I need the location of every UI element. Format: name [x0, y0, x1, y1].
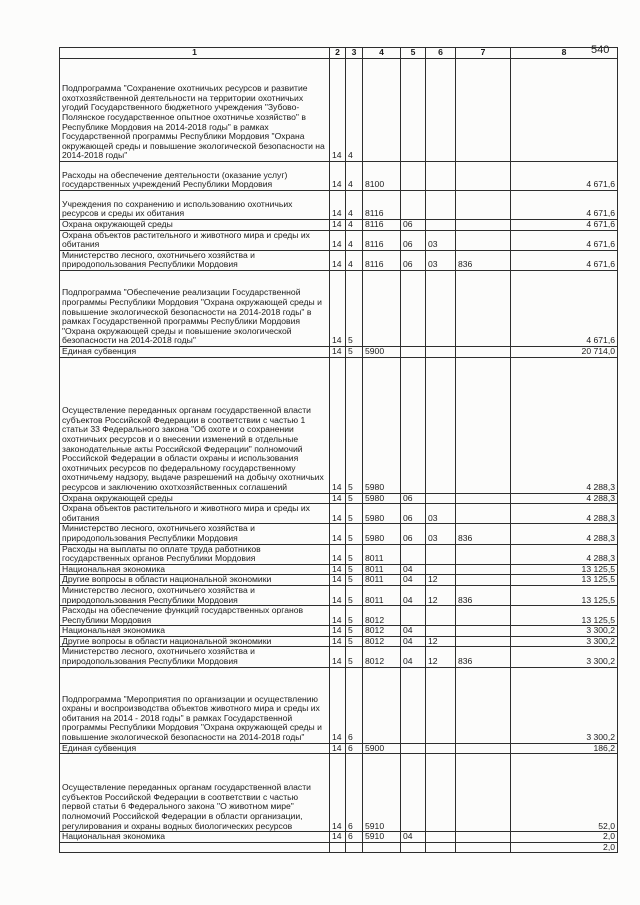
code-subsection: 5 [346, 493, 363, 504]
table-row [60, 504, 618, 524]
table-header-row [60, 48, 618, 59]
code-target: 5980 [363, 504, 401, 524]
code-section: 14 [330, 524, 346, 544]
row-name: Подпрограмма "Сохранение охотничьих ресурсов и развитие охотхозяйственной деятельности на территории охотничьих угодий Государственного бюджетного учреждения "Зубово-Полянское государственное опытное охотничье хозяйство" в Республике Мордовия на 2014-2018 годы" в рамках Государственной программы Республики Мордовия "Охрана окружающей среды и повышение экологической безопасности на 2014-2018 годы" [60, 59, 330, 162]
code-subsection: 4 [346, 250, 363, 270]
row-name: Другие вопросы в области национальной экономики [60, 575, 330, 586]
code-admin [456, 346, 511, 357]
code-subsection: 5 [346, 504, 363, 524]
code-target: 8116 [363, 191, 401, 220]
code-target: 8116 [363, 230, 401, 250]
code-section: 14 [330, 585, 346, 605]
code-part [401, 743, 426, 754]
code-target [363, 59, 401, 162]
row-amount: 2,0 [511, 832, 618, 843]
code-target: 8012 [363, 626, 401, 637]
table-row [60, 59, 618, 162]
code-admin: 836 [456, 524, 511, 544]
column-header: 4 [363, 48, 401, 59]
code-target: 8116 [363, 250, 401, 270]
row-name: Охрана окружающей среды [60, 220, 330, 231]
row-name: Охрана окружающей среды [60, 493, 330, 504]
code-section: 14 [330, 191, 346, 220]
row-name: Охрана объектов растительного и животного мира и среды их обитания [60, 230, 330, 250]
code-part [401, 357, 426, 493]
row-name: Подпрограмма "Мероприятия по организации и осуществлению охраны и воспроизводства объектов животного мира и среды их обитания на 2014 - 2018 годы" в рамках Государственной программы Республики Мордовия "Охрана окружающей среды и повышение экологической безопасности на 2014-2018 годы" [60, 667, 330, 743]
row-name: Национальная экономика [60, 832, 330, 843]
code-target: 5900 [363, 346, 401, 357]
row-name: Учреждения по сохранению и использованию охотничьих ресурсов и среды их обитания [60, 191, 330, 220]
code-subpart [426, 626, 456, 637]
code-section: 14 [330, 220, 346, 231]
table-row [60, 346, 618, 357]
code-target: 5980 [363, 493, 401, 504]
row-amount: 3 300,2 [511, 626, 618, 637]
code-target: 8100 [363, 162, 401, 191]
table-row [60, 230, 618, 250]
table-row [60, 524, 618, 544]
code-admin [456, 504, 511, 524]
code-admin [456, 575, 511, 586]
code-subsection: 5 [346, 357, 363, 493]
table-row [60, 754, 618, 832]
row-name: Охрана объектов растительного и животного мира и среды их обитания [60, 504, 330, 524]
row-name: Другие вопросы в области национальной экономики [60, 636, 330, 647]
code-subpart [426, 191, 456, 220]
code-admin [456, 754, 511, 832]
column-header: 1 [60, 48, 330, 59]
code-subpart: 03 [426, 524, 456, 544]
code-subsection: 4 [346, 162, 363, 191]
code-subpart: 12 [426, 647, 456, 667]
code-subsection: 5 [346, 270, 363, 346]
table-row [60, 585, 618, 605]
table-row [60, 493, 618, 504]
code-admin [456, 270, 511, 346]
code-target: 5910 [363, 832, 401, 843]
code-subsection: 5 [346, 647, 363, 667]
code-subpart: 12 [426, 575, 456, 586]
code-part: 06 [401, 220, 426, 231]
row-amount: 4 671,6 [511, 220, 618, 231]
table-row [60, 564, 618, 575]
code-subsection: 5 [346, 606, 363, 626]
code-section: 14 [330, 544, 346, 564]
code-section: 14 [330, 743, 346, 754]
code-part [401, 162, 426, 191]
code-section: 14 [330, 832, 346, 843]
row-amount: 3 300,2 [511, 667, 618, 743]
code-admin [456, 59, 511, 162]
code-part: 04 [401, 585, 426, 605]
code-subsection: 4 [346, 220, 363, 231]
code-subpart: 12 [426, 585, 456, 605]
code-admin [456, 606, 511, 626]
code-subpart: 03 [426, 250, 456, 270]
code-subpart [426, 544, 456, 564]
code-section: 14 [330, 626, 346, 637]
row-amount: 20 714,0 [511, 346, 618, 357]
code-section: 14 [330, 647, 346, 667]
code-section: 14 [330, 357, 346, 493]
row-amount [511, 59, 618, 162]
code-target: 5910 [363, 754, 401, 832]
code-part: 06 [401, 230, 426, 250]
code-target: 8011 [363, 585, 401, 605]
code-section: 14 [330, 493, 346, 504]
row-amount: 13 125,5 [511, 606, 618, 626]
code-subsection [346, 842, 363, 853]
code-subpart [426, 162, 456, 191]
code-subsection: 5 [346, 575, 363, 586]
code-part: 06 [401, 524, 426, 544]
row-amount: 186,2 [511, 743, 618, 754]
table-row [60, 626, 618, 637]
code-subpart [426, 667, 456, 743]
code-subpart [426, 743, 456, 754]
code-target: 5980 [363, 524, 401, 544]
row-amount: 4 671,6 [511, 162, 618, 191]
code-subsection: 5 [346, 636, 363, 647]
code-subpart [426, 832, 456, 843]
code-subsection: 4 [346, 230, 363, 250]
code-target: 8012 [363, 606, 401, 626]
code-subpart [426, 564, 456, 575]
code-admin [456, 162, 511, 191]
table-row [60, 220, 618, 231]
code-section: 14 [330, 504, 346, 524]
code-target [363, 270, 401, 346]
code-admin [456, 743, 511, 754]
code-target: 8012 [363, 636, 401, 647]
code-section: 14 [330, 606, 346, 626]
row-amount: 52,0 [511, 754, 618, 832]
code-part [401, 606, 426, 626]
code-part: 04 [401, 575, 426, 586]
code-section [330, 842, 346, 853]
code-subpart: 03 [426, 504, 456, 524]
code-target: 8116 [363, 220, 401, 231]
code-subsection: 5 [346, 346, 363, 357]
row-amount: 4 288,3 [511, 544, 618, 564]
code-part [401, 667, 426, 743]
row-amount: 13 125,5 [511, 564, 618, 575]
code-part [401, 270, 426, 346]
table-row [60, 250, 618, 270]
code-admin [456, 230, 511, 250]
row-name: Расходы на обеспечение функций государственных органов Республики Мордовия [60, 606, 330, 626]
code-subpart [426, 606, 456, 626]
code-admin [456, 220, 511, 231]
code-subsection: 5 [346, 564, 363, 575]
table-row [60, 842, 618, 853]
row-name: Единая субвенция [60, 346, 330, 357]
code-target: 5900 [363, 743, 401, 754]
row-name: Осуществление переданных органам государственной власти субъектов Российской Федерации в соответствии с частью первой статьи 6 Федерального закона "О животном мире" полномочий Российской Федерации в области организации, регулирования и охраны водных биологических ресурсов [60, 754, 330, 832]
code-subpart [426, 493, 456, 504]
code-admin [456, 636, 511, 647]
row-amount: 3 300,2 [511, 636, 618, 647]
column-header: 7 [456, 48, 511, 59]
code-subpart [426, 346, 456, 357]
code-subsection: 6 [346, 754, 363, 832]
code-admin [456, 832, 511, 843]
code-subpart [426, 754, 456, 832]
table-row [60, 162, 618, 191]
row-amount: 4 671,6 [511, 191, 618, 220]
row-name: Национальная экономика [60, 564, 330, 575]
code-section: 14 [330, 162, 346, 191]
table-row [60, 270, 618, 346]
code-part [401, 59, 426, 162]
code-part: 04 [401, 626, 426, 637]
table-row [60, 575, 618, 586]
row-name: Осуществление переданных органам государственной власти субъектов Российской Федерации в соответствии с частью 1 статьи 33 Федерального закона "Об охоте и о сохранении охотничьих ресурсов и о внесении изменений в отдельные законодательные акты Российской Федерации" полномочий Российской Федерации в области охраны и использования охотничьих ресурсов по федеральному государственному охотничьему надзору, выдаче разрешений на добычу охотничьих ресурсов и заключению охотхозяйственных соглашений [60, 357, 330, 493]
code-section: 14 [330, 59, 346, 162]
code-admin [456, 842, 511, 853]
code-admin: 836 [456, 585, 511, 605]
code-target: 8011 [363, 544, 401, 564]
row-amount: 4 671,6 [511, 250, 618, 270]
code-target: 5980 [363, 357, 401, 493]
code-part: 04 [401, 564, 426, 575]
table-row [60, 636, 618, 647]
table-row [60, 191, 618, 220]
code-section: 14 [330, 250, 346, 270]
code-subpart [426, 220, 456, 231]
table-row [60, 743, 618, 754]
code-subpart [426, 842, 456, 853]
code-part: 04 [401, 636, 426, 647]
column-header: 3 [346, 48, 363, 59]
code-section: 14 [330, 564, 346, 575]
code-subsection: 4 [346, 191, 363, 220]
table-row [60, 667, 618, 743]
code-target: 8012 [363, 647, 401, 667]
code-part: 04 [401, 832, 426, 843]
row-amount: 2,0 [511, 842, 618, 853]
table-row [60, 544, 618, 564]
code-subsection: 4 [346, 59, 363, 162]
code-admin [456, 191, 511, 220]
code-admin [456, 493, 511, 504]
column-header: 5 [401, 48, 426, 59]
code-section: 14 [330, 270, 346, 346]
row-amount: 13 125,5 [511, 575, 618, 586]
code-target [363, 667, 401, 743]
code-subpart [426, 59, 456, 162]
row-amount: 3 300,2 [511, 647, 618, 667]
row-amount: 13 125,5 [511, 585, 618, 605]
code-admin [456, 667, 511, 743]
table-row [60, 647, 618, 667]
table-row [60, 357, 618, 493]
code-part: 04 [401, 647, 426, 667]
code-part [401, 842, 426, 853]
row-name: Министерство лесного, охотничьего хозяйства и природопользования Республики Мордовия [60, 250, 330, 270]
code-subsection: 5 [346, 544, 363, 564]
table-row [60, 832, 618, 843]
code-section: 14 [330, 754, 346, 832]
row-name: Единая субвенция [60, 743, 330, 754]
code-subsection: 5 [346, 626, 363, 637]
code-admin [456, 564, 511, 575]
budget-table [59, 47, 618, 853]
code-subsection: 5 [346, 585, 363, 605]
code-part: 06 [401, 250, 426, 270]
code-subpart [426, 270, 456, 346]
code-part [401, 191, 426, 220]
row-name: Министерство лесного, охотничьего хозяйства и природопользования Республики Мордовия [60, 647, 330, 667]
code-part [401, 346, 426, 357]
column-header: 2 [330, 48, 346, 59]
code-admin: 836 [456, 647, 511, 667]
code-subsection: 6 [346, 832, 363, 843]
code-subpart: 03 [426, 230, 456, 250]
row-name: Министерство лесного, охотничьего хозяйства и природопользования Республики Мордовия [60, 524, 330, 544]
row-amount: 4 671,6 [511, 230, 618, 250]
code-target: 8011 [363, 564, 401, 575]
code-target: 8011 [363, 575, 401, 586]
row-name: Расходы на обеспечение деятельности (оказание услуг) государственных учреждений Республики Мордовия [60, 162, 330, 191]
code-subsection: 6 [346, 667, 363, 743]
code-section: 14 [330, 230, 346, 250]
code-subpart: 12 [426, 636, 456, 647]
code-section: 14 [330, 346, 346, 357]
table-row [60, 606, 618, 626]
code-section: 14 [330, 575, 346, 586]
code-part: 06 [401, 504, 426, 524]
code-target [363, 842, 401, 853]
code-admin [456, 544, 511, 564]
code-subsection: 6 [346, 743, 363, 754]
row-name [60, 842, 330, 853]
row-name: Подпрограмма "Обеспечение реализации Государственной программы Республики Мордовия "Охрана окружающей среды и повышение экологической безопасности на 2014-2018 годы" в рамках Государственной программы Республики Мордовия "Охрана окружающей среды и повышение экологической безопасности на 2014-2018 годы" [60, 270, 330, 346]
row-amount: 4 288,3 [511, 493, 618, 504]
column-header: 6 [426, 48, 456, 59]
row-amount: 4 288,3 [511, 357, 618, 493]
code-subsection: 5 [346, 524, 363, 544]
code-subpart [426, 357, 456, 493]
code-admin: 836 [456, 250, 511, 270]
code-admin [456, 357, 511, 493]
row-amount: 4 288,3 [511, 524, 618, 544]
code-section: 14 [330, 636, 346, 647]
code-part [401, 544, 426, 564]
row-amount: 4 671,6 [511, 270, 618, 346]
code-section: 14 [330, 667, 346, 743]
column-header: 8 [511, 48, 618, 59]
row-name: Расходы на выплаты по оплате труда работников государственных органов Республики Мордовия [60, 544, 330, 564]
code-part [401, 754, 426, 832]
row-name: Национальная экономика [60, 626, 330, 637]
code-part: 06 [401, 493, 426, 504]
code-admin [456, 626, 511, 637]
row-name: Министерство лесного, охотничьего хозяйства и природопользования Республики Мордовия [60, 585, 330, 605]
row-amount: 4 288,3 [511, 504, 618, 524]
page-number: 540 [591, 44, 610, 56]
